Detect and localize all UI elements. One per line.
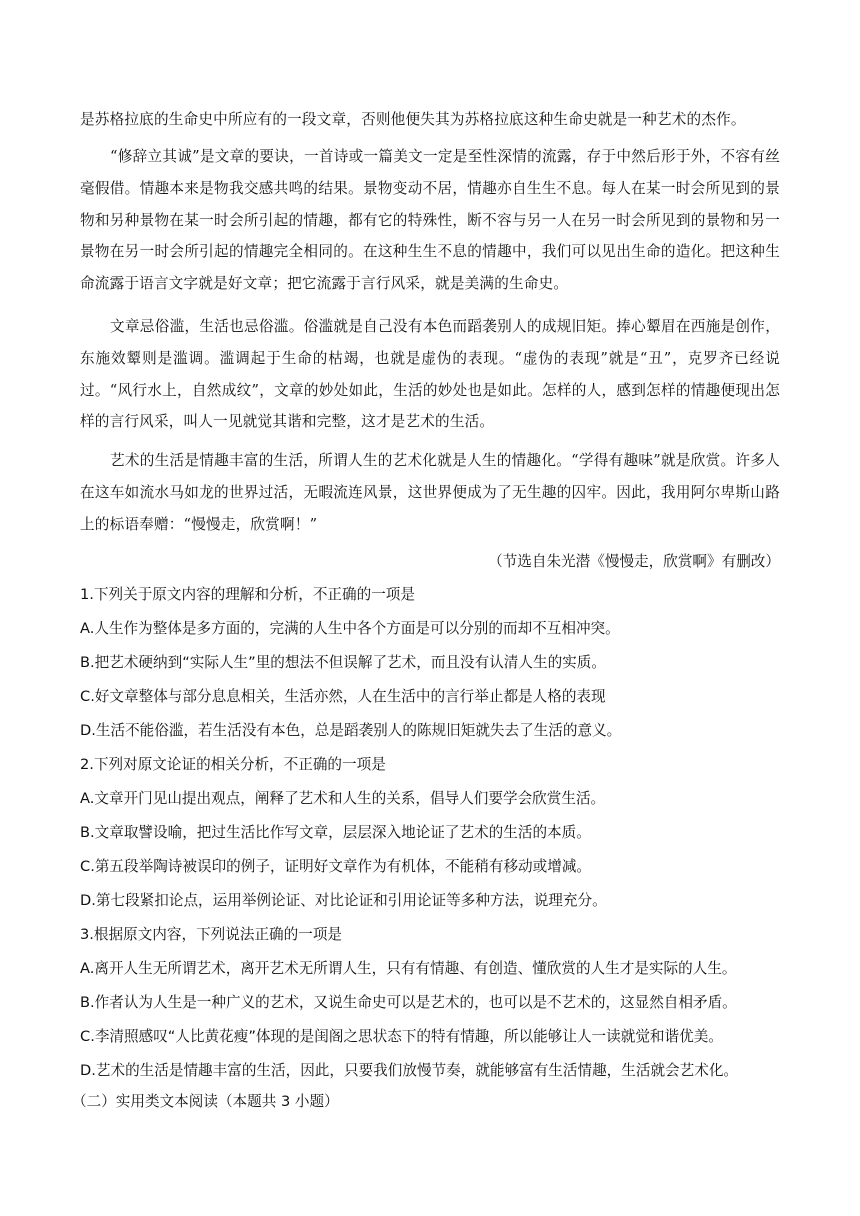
question-1-stem: 1.下列关于原文内容的理解和分析，不正确的一项是 <box>80 586 415 603</box>
question-2-option-b: B.文章取譬设喻，把过生活比作写文章，层层深入地论证了艺术的生活的本质。 <box>80 824 591 841</box>
question-3-option-c: C.李清照感叹“人比黄花瘦”体现的是闺阁之思状态下的特有情趣，所以能够让人一读就觉和谐优美。 <box>80 1028 723 1045</box>
passage-paragraph-3: 文章忌俗滥，生活也忌俗滥。俗滥就是自己没有本色而蹈袭别人的成规旧矩。捧心颦眉在西施是创作，东施效颦则是滥调。滥调起于生命的枯竭，也就是虚伪的表现。“虚伪的表现”就是“丑”，克罗齐已经说过。“风行水上，自然成纹”，文章的妙处如此，生活的妙处也是如此。怎样的人，感到怎样的情趣便现出怎样的言行风采，叫人一见就觉其谐和完整，这才是艺术的生活。 <box>80 318 780 431</box>
question-1-option-b: B.把艺术硬纳到“实际人生”里的想法不但误解了艺术，而且没有认清人生的实质。 <box>80 654 606 671</box>
passage-paragraph-2: “修辞立其诚”是文章的要诀，一首诗或一篇美文一定是至性深情的流露，存于中然后形于外，不容有丝毫假借。情趣本来是物我交感共鸣的结果。景物变动不居，情趣亦自生生不息。每人在某一时会所见到的景物和另种景物在某一时会所引起的情趣，都有它的特殊性，断不容与另一人在另一时会所见到的景物和另一景物在另一时会所引起的情趣完全相同的。在这种生生不息的情趣中，我们可以见出生命的造化。把这种生命流露于语言文字就是好文章；把它流露于言行风采，就是美满的生命史。 <box>80 148 780 293</box>
question-1-option-a: A.人生作为整体是多方面的，完满的人生中各个方面是可以分别的而却不互相冲突。 <box>80 620 620 637</box>
passage-paragraph-4: 艺术的生活是情趣丰富的生活，所谓人生的艺术化就是人生的情趣化。“学得有趣味”就是欣赏。许多人在这车如流水马如龙的世界过活，无暇流连风景，这世界便成为了无生趣的囚牢。因此，我用阿尔卑斯山路上的标语奉赠：“慢慢走，欣赏啊！” <box>80 452 780 533</box>
question-2-option-a: A.文章开门见山提出观点，阐释了艺术和人生的关系，倡导人们要学会欣赏生活。 <box>80 790 606 807</box>
question-2-option-d: D.第七段紧扣论点，运用举例论证、对比论证和引用论证等多种方法，说理充分。 <box>80 892 607 909</box>
question-3-option-d: D.艺术的生活是情趣丰富的生活，因此，只要我们放慢节奏，就能够富有生活情趣，生活就会艺术化。 <box>80 1062 739 1079</box>
question-2-stem: 2.下列对原文论证的相关分析，不正确的一项是 <box>80 756 386 773</box>
question-3-option-b: B.作者认为人生是一种广义的艺术，又说生命史可以是艺术的，也可以是不艺术的，这显然自相矛盾。 <box>80 994 737 1011</box>
question-1-option-c: C.好文章整体与部分息息相关，生活亦然，人在生活中的言行举止都是人格的表现 <box>80 688 606 705</box>
passage-paragraph-1: 是苏格拉底的生命史中所应有的一段文章，否则他便失其为苏格拉底这种生命史就是一种艺术的杰作。 <box>80 111 746 128</box>
question-2-option-c: C.第五段举陶诗被误印的例子，证明好文章作为有机体，不能稍有移动或增减。 <box>80 858 592 875</box>
passage-source: （节选自朱光潜《慢慢走，欣赏啊》有删改） <box>488 553 780 570</box>
question-1-option-d: D.生活不能俗滥，若生活没有本色，总是蹈袭别人的陈规旧矩就失去了生活的意义。 <box>80 722 622 739</box>
question-3-option-a: A.离开人生无所谓艺术，离开艺术无所谓人生，只有有情趣、有创造、懂欣赏的人生才是实际的人生。 <box>80 960 737 977</box>
question-3-stem: 3.根据原文内容，下列说法正确的一项是 <box>80 926 343 943</box>
section-heading: （二）实用类文本阅读（本题共 3 小题） <box>72 1093 339 1110</box>
